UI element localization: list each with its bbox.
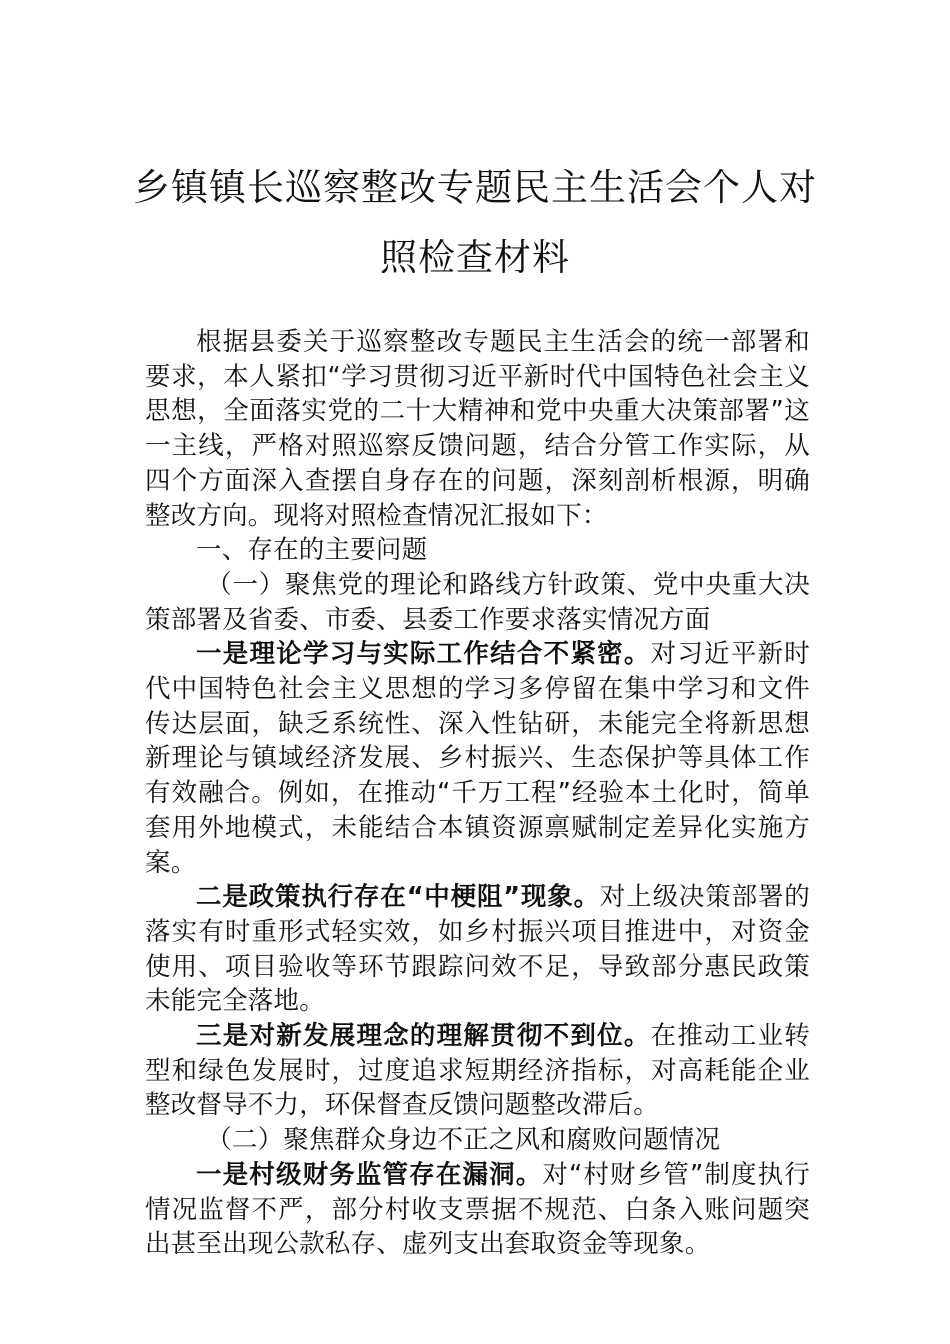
problem-2-text: 对上级决策部署的落实有时重形式轻实效，如乡村振兴项目推进中，对资金使用、项目验收等环节跟踪问效不足，导致部分惠民政策未能完全落地。 (145, 882, 810, 1017)
problem-paragraph-4 (145, 1158, 810, 1262)
problem-3-lead: 三是对新发展理念的理解贯彻不到位。 (196, 1021, 651, 1052)
problem-4-text: 对“村财乡管”制度执行情况监督不严，部分村收支票据不规范、白条入账问题突出甚至出现公款私存、虚列支出套取资金等现象。 (145, 1159, 810, 1260)
subsection-heading-2: （二）聚焦群众身边不正之风和腐败问题情况 (206, 1125, 721, 1156)
problem-2-lead: 二是政策执行存在“中梗阻”现象。 (196, 882, 600, 913)
problem-4-lead: 一是村级财务监管存在漏洞。 (196, 1159, 543, 1190)
document-title-line-1: 乡镇镇长巡察整改专题民主生活会个人对 (133, 166, 817, 209)
problem-1-lead: 一是理论学习与实际工作结合不紧密。 (196, 639, 651, 670)
problem-paragraph-3 (145, 1019, 810, 1123)
document-title-line-2: 照检查材料 (380, 236, 570, 279)
problem-paragraph-1 (145, 637, 810, 880)
problem-1-text: 对习近平新时代中国特色社会主义思想的学习多停留在集中学习和文件传达层面，缺乏系统性、深入性钻研，未能完全将新思想新理论与镇域经济发展、乡村振兴、生态保护等具体工作有效融合。例如，在推动“千万工程”经验本土化时，简单套用外地模式，未能结合本镇资源禀赋制定差异化实施方案。 (145, 639, 810, 878)
document-body (145, 325, 810, 1262)
problem-paragraph-2 (145, 880, 810, 1019)
section-heading-1: 一、存在的主要问题 (196, 535, 428, 566)
subsection-heading-1: （一）聚焦党的理论和路线方针政策、党中央重大决策部署及省委、市委、县委工作要求落实情况方面 (145, 569, 810, 635)
intro-paragraph: 根据县委关于巡察整改专题民主生活会的统一部署和要求，本人紧扣“学习贯彻习近平新时代中国特色社会主义思想，全面落实党的二十大精神和党中央重大决策部署”这一主线，严格对照巡察反馈问题，结合分管工作实际，从四个方面深入查摆自身存在的问题，深刻剖析根源，明确整改方向。现将对照检查情况汇报如下： (145, 327, 810, 531)
problem-3-text: 在推动工业转型和绿色发展时，过度追求短期经济指标，对高耗能企业整改督导不力，环保督查反馈问题整改滞后。 (145, 1021, 810, 1121)
